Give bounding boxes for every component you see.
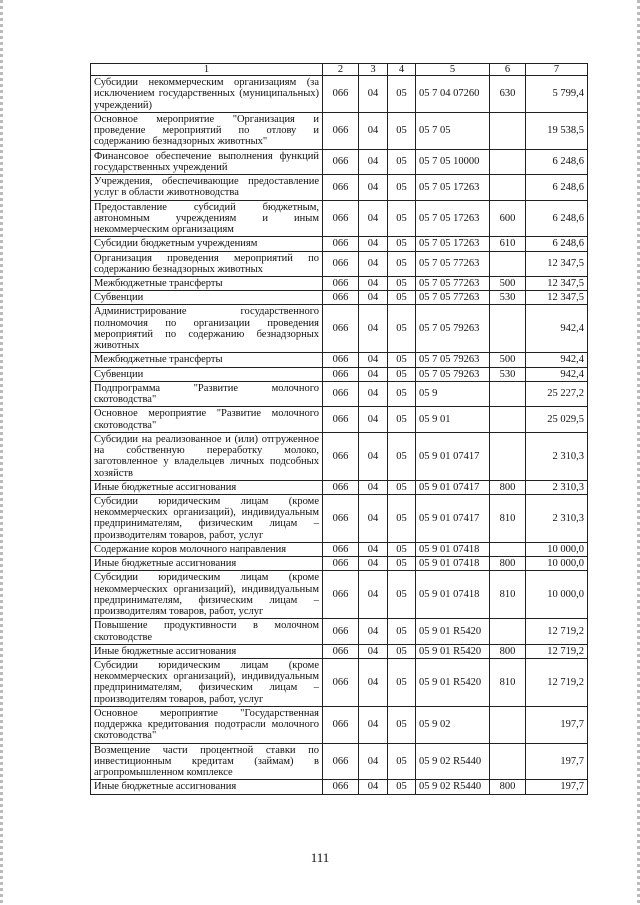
cell-target-article: 05 9 02 R5440 bbox=[416, 743, 490, 780]
cell-ministry-code: 066 bbox=[323, 619, 359, 644]
col-header-7: 7 bbox=[526, 64, 588, 76]
cell-ministry-code: 066 bbox=[323, 200, 359, 237]
cell-expense-type bbox=[490, 706, 526, 743]
cell-expense-type: 500 bbox=[490, 276, 526, 290]
cell-section: 04 bbox=[359, 571, 388, 619]
cell-section: 04 bbox=[359, 659, 388, 707]
table-body bbox=[91, 76, 588, 794]
cell-subsection: 05 bbox=[388, 200, 416, 237]
cell-ministry-code: 066 bbox=[323, 381, 359, 406]
cell-name: Субсидии юридическим лицам (кроме некоммерческих организаций), индивидуальным предпринимателям, физическим лицам – производителям товаров, работ, услуг bbox=[91, 571, 323, 619]
cell-target-article: 05 7 04 07260 bbox=[416, 76, 490, 113]
cell-amount: 12 347,5 bbox=[526, 291, 588, 305]
cell-subsection: 05 bbox=[388, 557, 416, 571]
cell-amount: 942,4 bbox=[526, 367, 588, 381]
cell-amount: 12 719,2 bbox=[526, 659, 588, 707]
cell-ministry-code: 066 bbox=[323, 353, 359, 367]
col-header-4: 4 bbox=[388, 64, 416, 76]
cell-section: 04 bbox=[359, 353, 388, 367]
cell-expense-type bbox=[490, 149, 526, 174]
cell-subsection: 05 bbox=[388, 237, 416, 251]
cell-ministry-code: 066 bbox=[323, 237, 359, 251]
cell-section: 04 bbox=[359, 251, 388, 276]
cell-amount: 6 248,6 bbox=[526, 175, 588, 200]
cell-section: 04 bbox=[359, 494, 388, 542]
table-row bbox=[91, 175, 588, 200]
cell-target-article: 05 7 05 17263 bbox=[416, 200, 490, 237]
cell-target-article: 05 9 01 R5420 bbox=[416, 644, 490, 658]
cell-name: Основное мероприятие "Развитие молочного скотоводства" bbox=[91, 407, 323, 432]
cell-ministry-code: 066 bbox=[323, 480, 359, 494]
cell-name: Иные бюджетные ассигнования bbox=[91, 780, 323, 794]
cell-subsection: 05 bbox=[388, 353, 416, 367]
cell-target-article: 05 7 05 10000 bbox=[416, 149, 490, 174]
cell-subsection: 05 bbox=[388, 659, 416, 707]
cell-expense-type: 530 bbox=[490, 367, 526, 381]
cell-expense-type: 530 bbox=[490, 291, 526, 305]
cell-section: 04 bbox=[359, 619, 388, 644]
table-header-row bbox=[91, 64, 588, 76]
cell-name: Предоставление субсидий бюджетным, автономным учреждениям и иным некоммерческим организациям bbox=[91, 200, 323, 237]
cell-section: 04 bbox=[359, 112, 388, 149]
cell-subsection: 05 bbox=[388, 780, 416, 794]
cell-name: Субсидии бюджетным учреждениям bbox=[91, 237, 323, 251]
cell-subsection: 05 bbox=[388, 706, 416, 743]
cell-amount: 2 310,3 bbox=[526, 432, 588, 480]
cell-expense-type bbox=[490, 432, 526, 480]
table-row bbox=[91, 571, 588, 619]
cell-target-article: 05 9 01 07417 bbox=[416, 432, 490, 480]
cell-expense-type bbox=[490, 542, 526, 556]
cell-section: 04 bbox=[359, 367, 388, 381]
cell-name: Администрирование государственного полномочия по организации проведения мероприятий по содержанию безнадзорных животных bbox=[91, 305, 323, 353]
cell-expense-type: 800 bbox=[490, 780, 526, 794]
col-header-3: 3 bbox=[359, 64, 388, 76]
table-row bbox=[91, 743, 588, 780]
cell-name: Учреждения, обеспечивающие предоставление услуг в области животноводства bbox=[91, 175, 323, 200]
table-row bbox=[91, 367, 588, 381]
cell-amount: 25 227,2 bbox=[526, 381, 588, 406]
cell-expense-type bbox=[490, 743, 526, 780]
cell-subsection: 05 bbox=[388, 149, 416, 174]
cell-subsection: 05 bbox=[388, 276, 416, 290]
cell-amount: 6 248,6 bbox=[526, 200, 588, 237]
cell-expense-type: 610 bbox=[490, 237, 526, 251]
cell-target-article: 05 9 bbox=[416, 381, 490, 406]
cell-name: Основное мероприятие "Государственная поддержка кредитования подотрасли молочного скотоводства" bbox=[91, 706, 323, 743]
cell-section: 04 bbox=[359, 237, 388, 251]
cell-section: 04 bbox=[359, 76, 388, 113]
cell-ministry-code: 066 bbox=[323, 494, 359, 542]
cell-amount: 197,7 bbox=[526, 743, 588, 780]
cell-target-article: 05 9 01 07417 bbox=[416, 480, 490, 494]
cell-target-article: 05 9 01 07418 bbox=[416, 571, 490, 619]
cell-ministry-code: 066 bbox=[323, 407, 359, 432]
cell-subsection: 05 bbox=[388, 112, 416, 149]
cell-amount: 10 000,0 bbox=[526, 542, 588, 556]
table-row bbox=[91, 381, 588, 406]
scan-edge-left bbox=[0, 0, 3, 905]
cell-ministry-code: 066 bbox=[323, 149, 359, 174]
cell-subsection: 05 bbox=[388, 367, 416, 381]
table-row bbox=[91, 251, 588, 276]
cell-ministry-code: 066 bbox=[323, 571, 359, 619]
cell-amount: 10 000,0 bbox=[526, 571, 588, 619]
table-row bbox=[91, 407, 588, 432]
cell-subsection: 05 bbox=[388, 381, 416, 406]
cell-amount: 12 347,5 bbox=[526, 276, 588, 290]
cell-subsection: 05 bbox=[388, 644, 416, 658]
cell-amount: 2 310,3 bbox=[526, 494, 588, 542]
cell-name: Повышение продуктивности в молочном скотоводстве bbox=[91, 619, 323, 644]
cell-expense-type: 500 bbox=[490, 353, 526, 367]
cell-expense-type: 800 bbox=[490, 644, 526, 658]
cell-section: 04 bbox=[359, 381, 388, 406]
cell-target-article: 05 9 01 bbox=[416, 407, 490, 432]
table-row bbox=[91, 557, 588, 571]
col-header-5: 5 bbox=[416, 64, 490, 76]
cell-amount: 19 538,5 bbox=[526, 112, 588, 149]
cell-amount: 10 000,0 bbox=[526, 557, 588, 571]
cell-target-article: 05 7 05 79263 bbox=[416, 305, 490, 353]
cell-subsection: 05 bbox=[388, 175, 416, 200]
col-header-6: 6 bbox=[490, 64, 526, 76]
cell-subsection: 05 bbox=[388, 571, 416, 619]
cell-expense-type bbox=[490, 175, 526, 200]
cell-name: Субвенции bbox=[91, 291, 323, 305]
cell-ministry-code: 066 bbox=[323, 291, 359, 305]
table-row bbox=[91, 353, 588, 367]
cell-expense-type: 810 bbox=[490, 494, 526, 542]
cell-subsection: 05 bbox=[388, 305, 416, 353]
cell-target-article: 05 9 01 07418 bbox=[416, 542, 490, 556]
cell-name: Субсидии юридическим лицам (кроме некоммерческих организаций), индивидуальным предпринимателям, физическим лицам – производителям товаров, работ, услуг bbox=[91, 659, 323, 707]
cell-amount: 942,4 bbox=[526, 353, 588, 367]
cell-section: 04 bbox=[359, 291, 388, 305]
cell-expense-type bbox=[490, 251, 526, 276]
cell-name: Основное мероприятие "Организация и проведение мероприятий по отлову и содержанию безнадзорных животных" bbox=[91, 112, 323, 149]
cell-ministry-code: 066 bbox=[323, 743, 359, 780]
cell-ministry-code: 066 bbox=[323, 432, 359, 480]
cell-ministry-code: 066 bbox=[323, 251, 359, 276]
cell-expense-type bbox=[490, 305, 526, 353]
cell-name: Межбюджетные трансферты bbox=[91, 353, 323, 367]
cell-expense-type bbox=[490, 619, 526, 644]
table-row bbox=[91, 659, 588, 707]
cell-target-article: 05 7 05 17263 bbox=[416, 175, 490, 200]
cell-section: 04 bbox=[359, 305, 388, 353]
cell-name: Иные бюджетные ассигнования bbox=[91, 557, 323, 571]
table-row bbox=[91, 780, 588, 794]
cell-subsection: 05 bbox=[388, 743, 416, 780]
cell-name: Субсидии юридическим лицам (кроме некоммерческих организаций), индивидуальным предпринимателям, физическим лицам – производителям товаров, работ, услуг bbox=[91, 494, 323, 542]
cell-expense-type: 630 bbox=[490, 76, 526, 113]
cell-target-article: 05 9 01 R5420 bbox=[416, 659, 490, 707]
cell-name: Иные бюджетные ассигнования bbox=[91, 480, 323, 494]
cell-subsection: 05 bbox=[388, 251, 416, 276]
col-header-1: 1 bbox=[91, 64, 323, 76]
cell-amount: 12 719,2 bbox=[526, 619, 588, 644]
cell-ministry-code: 066 bbox=[323, 305, 359, 353]
table-row bbox=[91, 76, 588, 113]
cell-section: 04 bbox=[359, 200, 388, 237]
cell-ministry-code: 066 bbox=[323, 557, 359, 571]
cell-ministry-code: 066 bbox=[323, 644, 359, 658]
cell-section: 04 bbox=[359, 542, 388, 556]
cell-section: 04 bbox=[359, 175, 388, 200]
table-row bbox=[91, 276, 588, 290]
cell-expense-type: 800 bbox=[490, 557, 526, 571]
cell-ministry-code: 066 bbox=[323, 276, 359, 290]
cell-amount: 12 719,2 bbox=[526, 644, 588, 658]
table-row bbox=[91, 305, 588, 353]
cell-name: Иные бюджетные ассигнования bbox=[91, 644, 323, 658]
cell-amount: 6 248,6 bbox=[526, 149, 588, 174]
cell-expense-type bbox=[490, 407, 526, 432]
cell-name: Межбюджетные трансферты bbox=[91, 276, 323, 290]
cell-expense-type bbox=[490, 112, 526, 149]
cell-section: 04 bbox=[359, 780, 388, 794]
col-header-2: 2 bbox=[323, 64, 359, 76]
cell-amount: 6 248,6 bbox=[526, 237, 588, 251]
cell-ministry-code: 066 bbox=[323, 112, 359, 149]
cell-target-article: 05 7 05 77263 bbox=[416, 251, 490, 276]
cell-subsection: 05 bbox=[388, 480, 416, 494]
cell-name: Организация проведения мероприятий по содержанию безнадзорных животных bbox=[91, 251, 323, 276]
table-row bbox=[91, 291, 588, 305]
cell-expense-type: 800 bbox=[490, 480, 526, 494]
table-row bbox=[91, 619, 588, 644]
cell-amount: 2 310,3 bbox=[526, 480, 588, 494]
cell-amount: 942,4 bbox=[526, 305, 588, 353]
cell-subsection: 05 bbox=[388, 432, 416, 480]
cell-ministry-code: 066 bbox=[323, 542, 359, 556]
cell-target-article: 05 7 05 bbox=[416, 112, 490, 149]
cell-target-article: 05 9 01 R5420 bbox=[416, 619, 490, 644]
cell-subsection: 05 bbox=[388, 619, 416, 644]
cell-name: Возмещение части процентной ставки по инвестиционным кредитам (займам) в агропромышленном комплексе bbox=[91, 743, 323, 780]
cell-expense-type: 810 bbox=[490, 659, 526, 707]
cell-amount: 197,7 bbox=[526, 780, 588, 794]
cell-name: Подпрограмма "Развитие молочного скотоводства" bbox=[91, 381, 323, 406]
cell-ministry-code: 066 bbox=[323, 706, 359, 743]
table-row bbox=[91, 706, 588, 743]
cell-expense-type bbox=[490, 381, 526, 406]
cell-name: Финансовое обеспечение выполнения функций государственных учреждений bbox=[91, 149, 323, 174]
cell-target-article: 05 9 01 07417 bbox=[416, 494, 490, 542]
cell-subsection: 05 bbox=[388, 76, 416, 113]
cell-target-article: 05 9 01 07418 bbox=[416, 557, 490, 571]
cell-subsection: 05 bbox=[388, 542, 416, 556]
cell-section: 04 bbox=[359, 149, 388, 174]
table-row bbox=[91, 149, 588, 174]
cell-amount: 197,7 bbox=[526, 706, 588, 743]
cell-target-article: 05 7 05 79263 bbox=[416, 353, 490, 367]
table-row bbox=[91, 432, 588, 480]
cell-section: 04 bbox=[359, 432, 388, 480]
cell-subsection: 05 bbox=[388, 494, 416, 542]
cell-amount: 25 029,5 bbox=[526, 407, 588, 432]
table-row bbox=[91, 200, 588, 237]
cell-section: 04 bbox=[359, 407, 388, 432]
cell-target-article: 05 7 05 17263 bbox=[416, 237, 490, 251]
cell-section: 04 bbox=[359, 480, 388, 494]
table-row bbox=[91, 494, 588, 542]
cell-name: Субвенции bbox=[91, 367, 323, 381]
cell-ministry-code: 066 bbox=[323, 780, 359, 794]
cell-target-article: 05 9 02 R5440 bbox=[416, 780, 490, 794]
cell-ministry-code: 066 bbox=[323, 76, 359, 113]
cell-section: 04 bbox=[359, 644, 388, 658]
cell-expense-type: 600 bbox=[490, 200, 526, 237]
cell-section: 04 bbox=[359, 743, 388, 780]
cell-target-article: 05 7 05 77263 bbox=[416, 276, 490, 290]
cell-amount: 5 799,4 bbox=[526, 76, 588, 113]
cell-section: 04 bbox=[359, 706, 388, 743]
table-row bbox=[91, 112, 588, 149]
budget-table bbox=[90, 63, 588, 795]
cell-target-article: 05 7 05 79263 bbox=[416, 367, 490, 381]
cell-name: Субсидии на реализованное и (или) отгруженное на собственную переработку молоко, заготовленное у владельцев личных подсобных хозяйств bbox=[91, 432, 323, 480]
page-number: 111 bbox=[310, 850, 330, 865]
cell-ministry-code: 066 bbox=[323, 659, 359, 707]
cell-subsection: 05 bbox=[388, 291, 416, 305]
table-row bbox=[91, 480, 588, 494]
cell-target-article: 05 9 02 bbox=[416, 706, 490, 743]
cell-expense-type: 810 bbox=[490, 571, 526, 619]
cell-section: 04 bbox=[359, 276, 388, 290]
table-row bbox=[91, 542, 588, 556]
cell-name: Субсидии некоммерческим организациям (за исключением государственных (муниципальных) учреждений) bbox=[91, 76, 323, 113]
cell-amount: 12 347,5 bbox=[526, 251, 588, 276]
cell-ministry-code: 066 bbox=[323, 175, 359, 200]
table-row bbox=[91, 237, 588, 251]
cell-name: Содержание коров молочного направления bbox=[91, 542, 323, 556]
cell-ministry-code: 066 bbox=[323, 367, 359, 381]
cell-section: 04 bbox=[359, 557, 388, 571]
table-row bbox=[91, 644, 588, 658]
cell-subsection: 05 bbox=[388, 407, 416, 432]
cell-target-article: 05 7 05 77263 bbox=[416, 291, 490, 305]
